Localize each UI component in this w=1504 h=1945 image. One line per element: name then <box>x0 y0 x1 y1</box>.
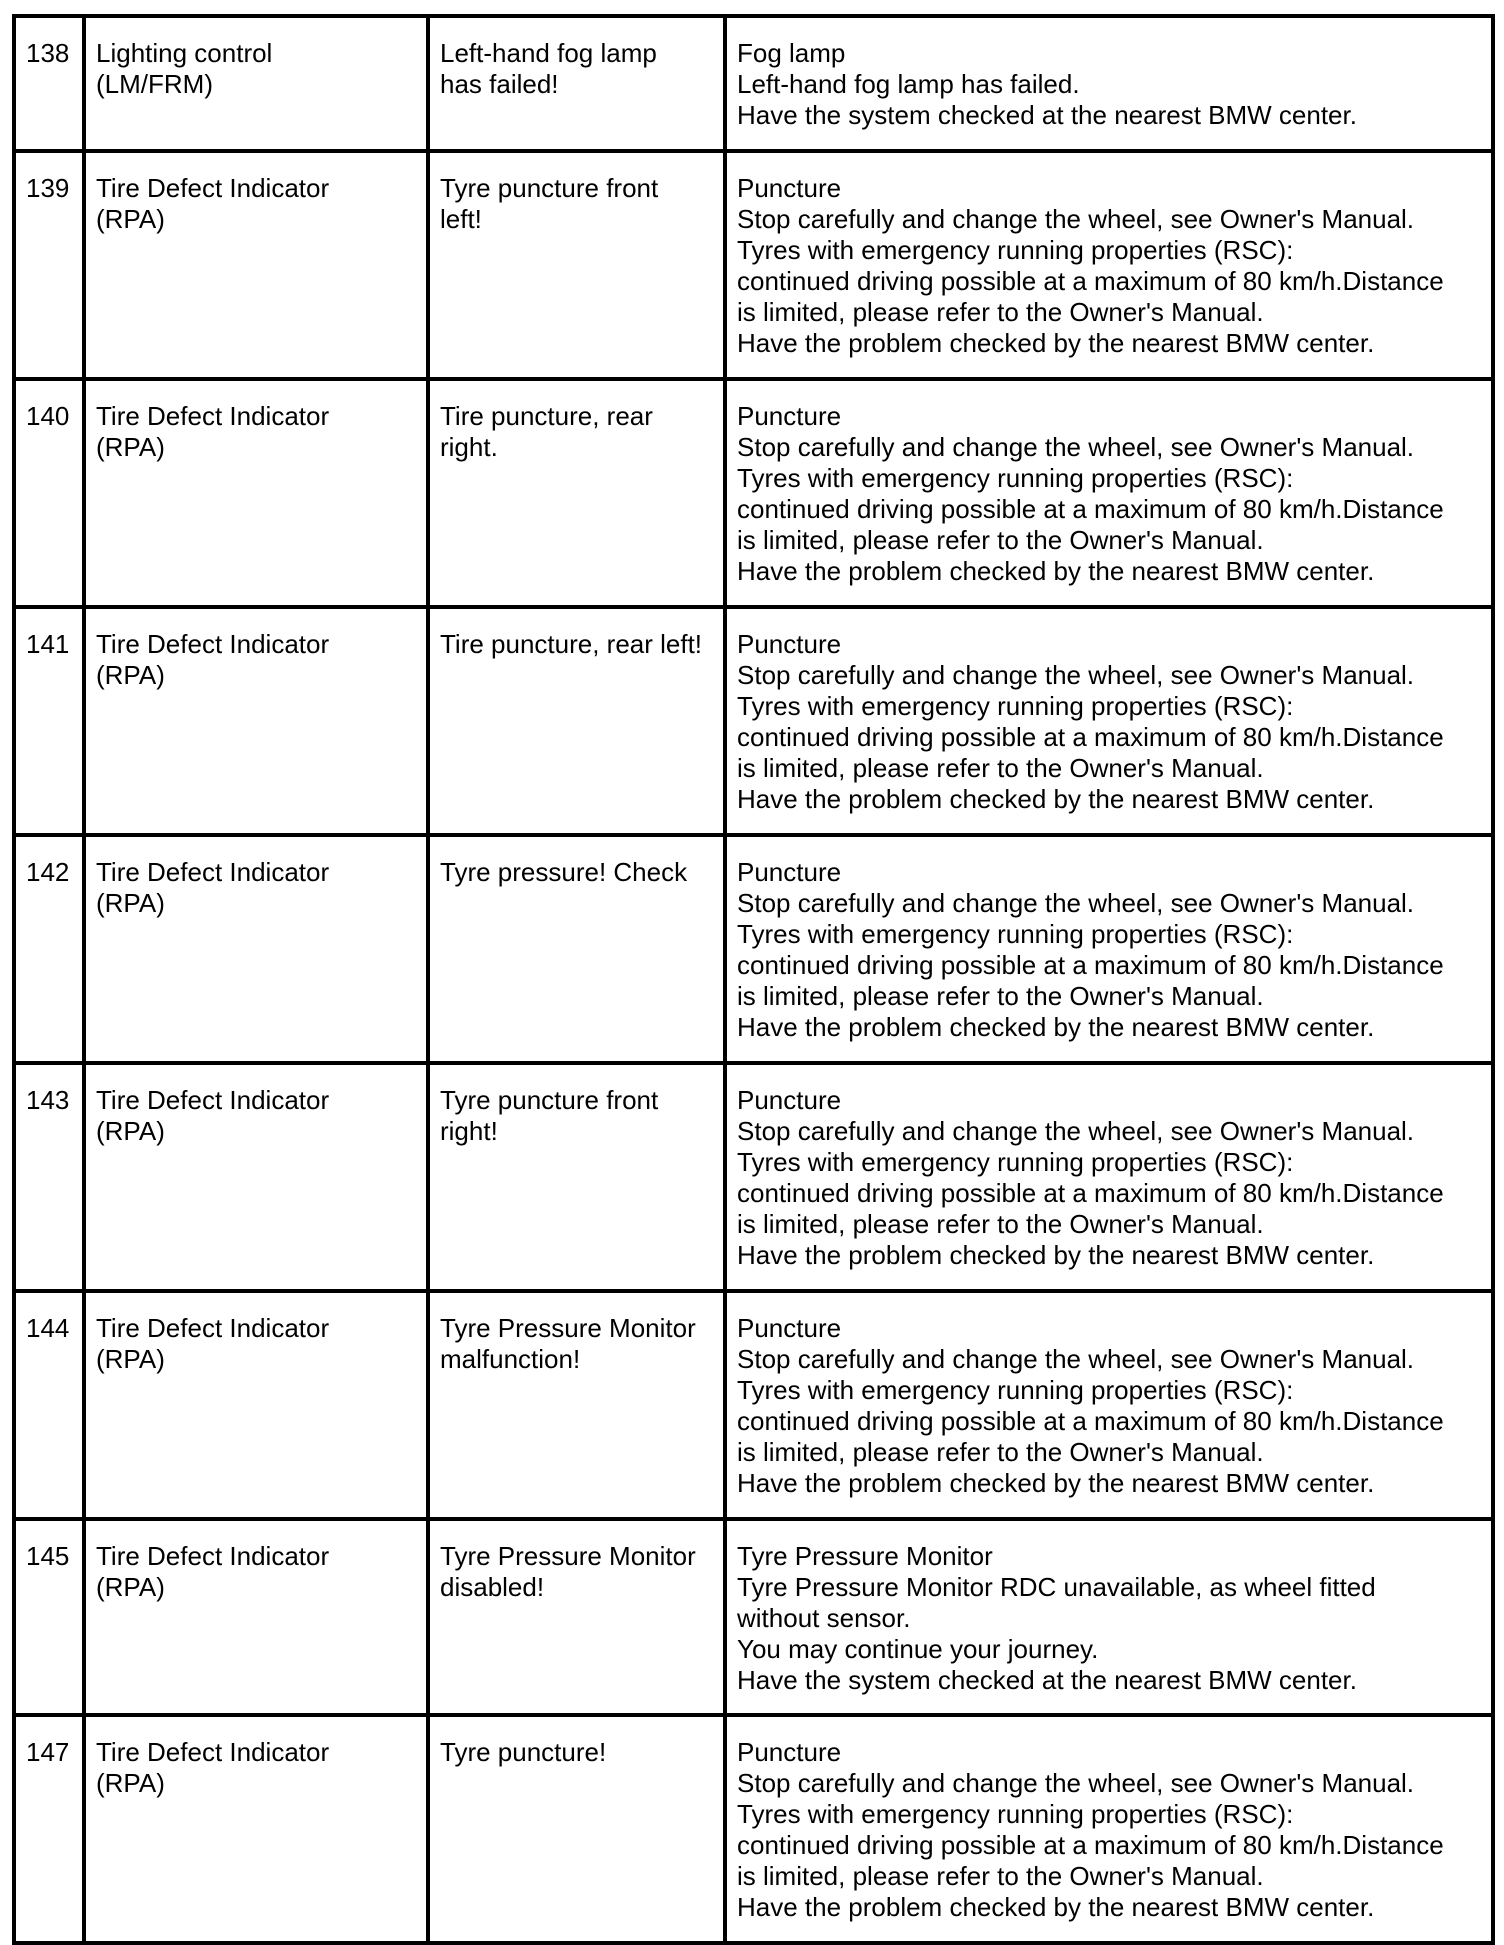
message-detail-line: Tyres with emergency running properties (RSC): <box>737 1375 1294 1405</box>
control-unit-cell <box>84 151 428 379</box>
message-detail-cell <box>725 379 1493 607</box>
message-detail-line: Tyres with emergency running properties (RSC): <box>737 1799 1294 1829</box>
message-detail-line: Have the system checked at the nearest BMW center. <box>737 1665 1357 1695</box>
control-unit-line: (RPA) <box>96 1116 165 1146</box>
message-number-cell: 144 <box>14 1291 84 1519</box>
message-text-line: Tyre puncture front <box>440 1085 659 1115</box>
message-number-cell: 142 <box>14 835 84 1063</box>
control-unit-line: Tire Defect Indicator <box>96 857 330 887</box>
message-detail-line: continued driving possible at a maximum of 80 km/h.Distance <box>737 722 1444 752</box>
message-text-line: Left-hand fog lamp <box>440 38 657 68</box>
message-number-cell: 141 <box>14 607 84 835</box>
message-text-line: Tire puncture, rear left! <box>440 629 703 659</box>
control-unit-cell <box>84 607 428 835</box>
message-detail-line: without sensor. <box>737 1603 911 1633</box>
message-detail-line: Stop carefully and change the wheel, see Owner's Manual. <box>737 888 1415 918</box>
message-text-line: left! <box>440 204 482 234</box>
control-unit-line: (RPA) <box>96 1344 165 1374</box>
table-row <box>14 1291 1493 1519</box>
message-text-cell <box>428 151 725 379</box>
message-text-cell <box>428 1291 725 1519</box>
table-row <box>14 379 1493 607</box>
message-detail-line: Have the problem checked by the nearest BMW center. <box>737 328 1375 358</box>
message-text-line: Tyre pressure! Check <box>440 857 688 887</box>
control-unit-cell <box>84 1715 428 1943</box>
control-unit-line: (RPA) <box>96 432 165 462</box>
check-control-message-table-container <box>12 14 1491 1945</box>
message-number-cell: 140 <box>14 379 84 607</box>
message-detail-line: continued driving possible at a maximum of 80 km/h.Distance <box>737 1830 1444 1860</box>
table-row <box>14 607 1493 835</box>
message-detail-line: Puncture <box>737 401 842 431</box>
message-detail-line: is limited, please refer to the Owner's Manual. <box>737 1437 1264 1467</box>
control-unit-line: (RPA) <box>96 888 165 918</box>
message-detail-line: Have the problem checked by the nearest BMW center. <box>737 1892 1375 1922</box>
message-detail-line: You may continue your journey. <box>737 1634 1099 1664</box>
message-detail-line: continued driving possible at a maximum of 80 km/h.Distance <box>737 494 1444 524</box>
control-unit-line: Tire Defect Indicator <box>96 1541 330 1571</box>
message-detail-line: Have the problem checked by the nearest BMW center. <box>737 1012 1375 1042</box>
message-detail-line: Have the problem checked by the nearest BMW center. <box>737 1468 1375 1498</box>
message-detail-cell <box>725 607 1493 835</box>
message-detail-line: is limited, please refer to the Owner's Manual. <box>737 1861 1264 1891</box>
message-detail-cell <box>725 1291 1493 1519</box>
message-detail-cell <box>725 16 1493 151</box>
message-text-line: Tire puncture, rear <box>440 401 653 431</box>
message-number-cell: 143 <box>14 1063 84 1291</box>
message-detail-line: Have the system checked at the nearest BMW center. <box>737 100 1357 130</box>
message-detail-line: continued driving possible at a maximum of 80 km/h.Distance <box>737 266 1444 296</box>
message-text-line: right! <box>440 1116 498 1146</box>
message-detail-line: Have the problem checked by the nearest BMW center. <box>737 784 1375 814</box>
message-detail-line: is limited, please refer to the Owner's Manual. <box>737 981 1264 1011</box>
message-detail-cell <box>725 151 1493 379</box>
message-detail-line: Puncture <box>737 1313 842 1343</box>
control-unit-cell <box>84 16 428 151</box>
table-row <box>14 835 1493 1063</box>
message-detail-line: Tyres with emergency running properties (RSC): <box>737 691 1294 721</box>
message-detail-line: Puncture <box>737 1737 842 1767</box>
message-detail-cell <box>725 1519 1493 1715</box>
message-text-cell <box>428 379 725 607</box>
message-detail-line: continued driving possible at a maximum of 80 km/h.Distance <box>737 1406 1444 1436</box>
message-text-cell <box>428 16 725 151</box>
message-detail-line: Tyre Pressure Monitor <box>737 1541 993 1571</box>
message-detail-line: Fog lamp <box>737 38 846 68</box>
message-number-cell: 139 <box>14 151 84 379</box>
message-detail-cell <box>725 835 1493 1063</box>
table-row <box>14 1063 1493 1291</box>
message-detail-line: Stop carefully and change the wheel, see Owner's Manual. <box>737 204 1415 234</box>
message-detail-line: Puncture <box>737 857 842 887</box>
message-text-line: has failed! <box>440 69 559 99</box>
message-text-line: Tyre puncture front <box>440 173 659 203</box>
control-unit-line: (LM/FRM) <box>96 69 213 99</box>
message-text-line: malfunction! <box>440 1344 581 1374</box>
message-detail-line: Have the problem checked by the nearest BMW center. <box>737 556 1375 586</box>
message-text-line: Tyre puncture! <box>440 1737 607 1767</box>
message-detail-line: Puncture <box>737 173 842 203</box>
message-detail-line: Stop carefully and change the wheel, see Owner's Manual. <box>737 1768 1415 1798</box>
control-unit-cell <box>84 379 428 607</box>
message-text-cell <box>428 1063 725 1291</box>
table-row <box>14 1715 1493 1943</box>
message-text-cell <box>428 1519 725 1715</box>
message-text-line: disabled! <box>440 1572 545 1602</box>
message-detail-line: is limited, please refer to the Owner's Manual. <box>737 297 1264 327</box>
control-unit-line: (RPA) <box>96 204 165 234</box>
control-unit-line: Tire Defect Indicator <box>96 1085 330 1115</box>
message-detail-line: Tyres with emergency running properties (RSC): <box>737 463 1294 493</box>
message-detail-cell <box>725 1063 1493 1291</box>
message-text-line: Tyre Pressure Monitor <box>440 1541 696 1571</box>
control-unit-line: Tire Defect Indicator <box>96 173 330 203</box>
control-unit-cell <box>84 1063 428 1291</box>
message-detail-line: Tyres with emergency running properties (RSC): <box>737 235 1294 265</box>
control-unit-line: Tire Defect Indicator <box>96 401 330 431</box>
message-detail-line: Stop carefully and change the wheel, see Owner's Manual. <box>737 1344 1415 1374</box>
control-unit-line: (RPA) <box>96 1768 165 1798</box>
table-row <box>14 151 1493 379</box>
check-control-message-table <box>12 14 1495 1945</box>
control-unit-line: (RPA) <box>96 660 165 690</box>
message-detail-line: is limited, please refer to the Owner's Manual. <box>737 753 1264 783</box>
message-text-cell <box>428 607 725 835</box>
message-detail-line: continued driving possible at a maximum of 80 km/h.Distance <box>737 950 1444 980</box>
message-detail-line: Stop carefully and change the wheel, see Owner's Manual. <box>737 1116 1415 1146</box>
control-unit-line: Tire Defect Indicator <box>96 629 330 659</box>
control-unit-cell <box>84 1291 428 1519</box>
message-number-cell: 138 <box>14 16 84 151</box>
message-text-line: Tyre Pressure Monitor <box>440 1313 696 1343</box>
message-detail-line: Puncture <box>737 1085 842 1115</box>
message-number-cell: 145 <box>14 1519 84 1715</box>
control-unit-cell <box>84 1519 428 1715</box>
message-number-cell: 147 <box>14 1715 84 1943</box>
message-detail-line: continued driving possible at a maximum of 80 km/h.Distance <box>737 1178 1444 1208</box>
message-text-line: right. <box>440 432 498 462</box>
message-detail-line: Puncture <box>737 629 842 659</box>
table-row <box>14 1519 1493 1715</box>
message-detail-line: Stop carefully and change the wheel, see Owner's Manual. <box>737 432 1415 462</box>
message-detail-line: Tyre Pressure Monitor RDC unavailable, as wheel fitted <box>737 1572 1376 1602</box>
control-unit-line: Tire Defect Indicator <box>96 1737 330 1767</box>
message-detail-line: Left-hand fog lamp has failed. <box>737 69 1080 99</box>
message-detail-line: Tyres with emergency running properties (RSC): <box>737 1147 1294 1177</box>
message-detail-cell <box>725 1715 1493 1943</box>
control-unit-cell <box>84 835 428 1063</box>
message-detail-line: is limited, please refer to the Owner's Manual. <box>737 1209 1264 1239</box>
message-detail-line: Tyres with emergency running properties (RSC): <box>737 919 1294 949</box>
control-unit-line: Lighting control <box>96 38 273 68</box>
control-unit-line: (RPA) <box>96 1572 165 1602</box>
table-row <box>14 16 1493 151</box>
message-detail-line: Stop carefully and change the wheel, see Owner's Manual. <box>737 660 1415 690</box>
message-detail-line: Have the problem checked by the nearest BMW center. <box>737 1240 1375 1270</box>
message-text-cell <box>428 1715 725 1943</box>
table-body <box>14 16 1493 1943</box>
message-text-cell <box>428 835 725 1063</box>
message-detail-line: is limited, please refer to the Owner's Manual. <box>737 525 1264 555</box>
control-unit-line: Tire Defect Indicator <box>96 1313 330 1343</box>
